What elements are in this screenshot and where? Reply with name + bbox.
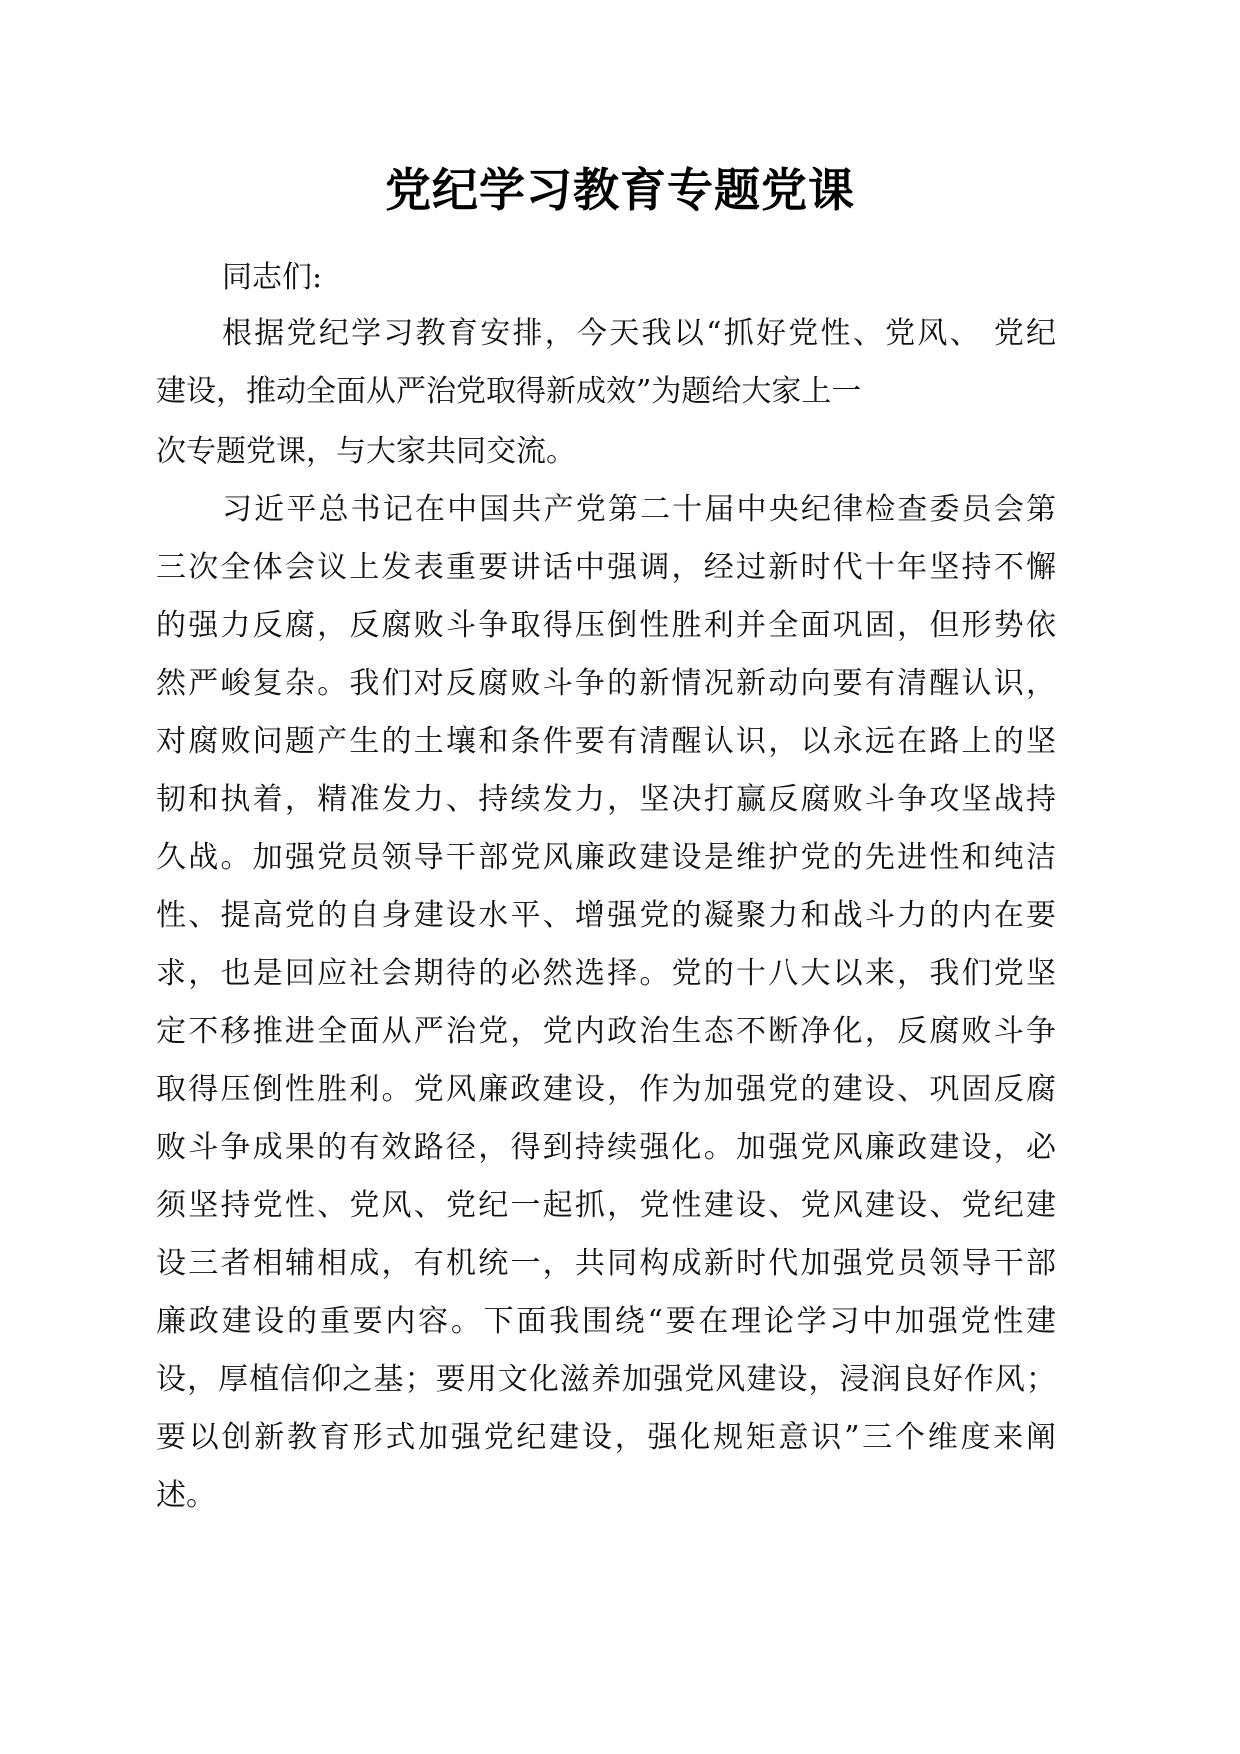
paragraph2-line-16: 设，厚植信仰之基；要用文化滋养加强党风建设，浸润良好作风； [156,1362,1056,1397]
paragraph2-line-17: 要以创新教育形式加强党纪建设，强化规矩意识”三个维度来阐 [156,1420,1056,1455]
paragraph1-line-3: 次专题党课，与大家共同交流。 [156,434,576,469]
document-title: 党纪学习教育专题党课 [385,163,855,217]
paragraph2-line-18: 述。 [156,1478,216,1513]
paragraph1-line-2: 建设，推动全面从严治党取得新成效”为题给大家上一 [156,374,862,409]
paragraph2-line-7: 久战。加强党员领导干部党风廉政建设是维护党的先进性和纯洁 [156,840,1056,875]
paragraph2-line-3: 的强力反腐，反腐败斗争取得压倒性胜利并全面巩固，但形势依 [156,608,1056,643]
paragraph2-line-4: 然严峻复杂。我们对反腐败斗争的新情况新动向要有清醒认识， [156,666,1056,701]
paragraph2-line-5: 对腐败问题产生的土壤和条件要有清醒认识，以永远在路上的坚 [156,724,1056,759]
paragraph2-line-6: 韧和执着，精准发力、持续发力，坚决打赢反腐败斗争攻坚战持 [156,782,1056,817]
paragraph2-line-14: 设三者相辅相成，有机统一，共同构成新时代加强党员领导干部 [156,1246,1056,1281]
paragraph2-line-9: 求，也是回应社会期待的必然选择。党的十八大以来，我们党坚 [156,956,1056,991]
paragraph2-line-2: 三次全体会议上发表重要讲话中强调，经过新时代十年坚持不懈 [156,550,1056,585]
paragraph2-line-13: 须坚持党性、党风、党纪一起抓，党性建设、党风建设、党纪建 [156,1188,1056,1223]
paragraph1-line-1: 根据党纪学习教育安排，今天我以“抓好党性、党风、 党纪 [222,316,1056,351]
paragraph2-line-12: 败斗争成果的有效路径，得到持续强化。加强党风廉政建设，必 [156,1130,1056,1165]
paragraph2-line-8: 性、提高党的自身建设水平、增强党的凝聚力和战斗力的内在要 [156,898,1056,933]
paragraph2-line-1: 习近平总书记在中国共产党第二十届中央纪律检查委员会第 [222,492,1056,527]
paragraph2-line-11: 取得压倒性胜利。党风廉政建设，作为加强党的建设、巩固反腐 [156,1072,1056,1107]
paragraph2-line-15: 廉政建设的重要内容。下面我围绕“要在理论学习中加强党性建 [156,1304,1056,1339]
paragraph2-line-10: 定不移推进全面从严治党，党内政治生态不断净化，反腐败斗争 [156,1014,1056,1049]
salutation: 同志们: [222,260,323,295]
